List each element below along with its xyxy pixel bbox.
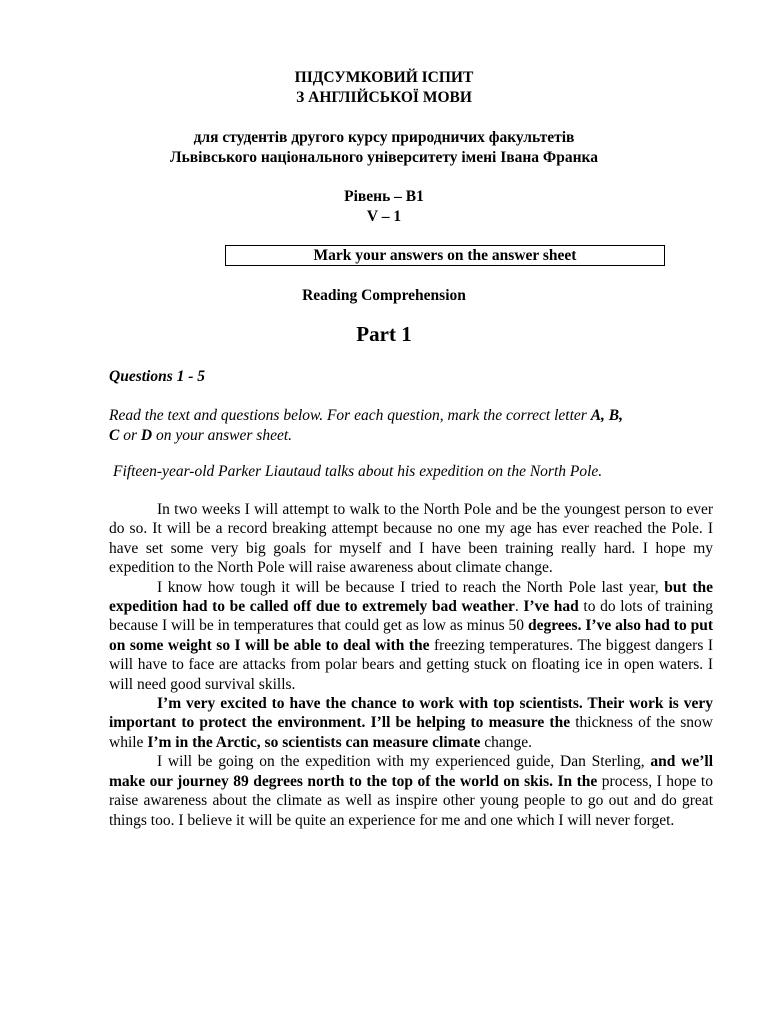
instruction-box: Mark your answers on the answer sheet [225,245,665,266]
part-title: Part 1 [356,322,412,346]
p2-text-e: to do lots of training because I will be in temperatures that could get as low as minus 50 [109,598,713,635]
reading-text [109,500,713,830]
letters-ab: A, B, [590,407,623,424]
letter-d: D [140,426,153,444]
exam-subtitle-line2: Львівського національного університету імені Івана Франка [170,149,598,166]
p2-bold-f: degrees. I’ve also had to put on some weight so I will be able to deal with the [109,617,714,654]
task-text-before: Read the text and questions below. For each question, mark the correct letter [109,407,591,424]
p3-bold-c: I’m in the Arctic, so scientists can measure climate [147,733,481,751]
paragraph-3 [109,694,713,752]
paragraph-2 [109,578,713,694]
p2-bold-d: I’ve had [523,598,579,616]
level-label: Рівень – B1 [344,188,424,205]
p2-text-g: freezing temperatures. The biggest dangers I will have to face are attacks from polar bears and getting stuck on floating ice in open waters. I will need good survival skills. [109,636,713,693]
section-title: Reading Comprehension [302,287,466,304]
variant-label: V – 1 [366,208,402,225]
p4-text-a: I will be going on the expedition with my experienced guide, Dan Sterling, [157,753,651,771]
paragraph-4 [109,752,713,830]
p2-text-a: I know how tough it will be because I tried to reach the North Pole last year, [157,578,665,596]
letter-c: C [109,426,120,444]
p2-text-c: . [514,598,524,616]
task-text-or: or [119,426,141,444]
questions-heading: Questions 1 - 5 [109,368,206,385]
p3-text-b: thickness of the snow while [109,714,713,751]
exam-subtitle-line1: для студентів другого курсу природничих факультетів [193,129,575,146]
task-instruction [109,406,713,445]
p4-bold-b: and we’ll make our journey 89 degrees north to the top of the world on skis. In the [109,753,713,790]
p3-text-d: change. [480,733,532,751]
p4-text-c: process, I hope to raise awareness about the climate as well as inspire other young people to go out and do great things too. I believe it will be quite an experience for me and one which I will never forget. [109,772,713,829]
exam-title-line2: З АНГЛІЙСЬКОЇ МОВИ [296,89,472,106]
p3-bold-a: I’m very excited to have the chance to work with top scientists. Their work is very important to protect the environment. I’ll be helping to measure the [109,695,713,732]
p2-bold-b: but the expedition had to be called off due to extremely bad weather [109,578,713,616]
exam-title-line1: ПІДСУМКОВИЙ ІСПИТ [294,69,474,86]
intro-line: Fifteen-year-old Parker Liautaud talks about his expedition on the North Pole. [113,463,603,480]
task-text-after: on your answer sheet. [152,426,293,444]
paragraph-1: In two weeks I will attempt to walk to the North Pole and be the youngest person to ever do so. It will be a record breaking attempt because no one my age has ever reached the Pole. I have set some very big goals for myself and I have been training really hard. I hope my expedition to the North Pole will raise awareness about climate change. [109,501,713,577]
